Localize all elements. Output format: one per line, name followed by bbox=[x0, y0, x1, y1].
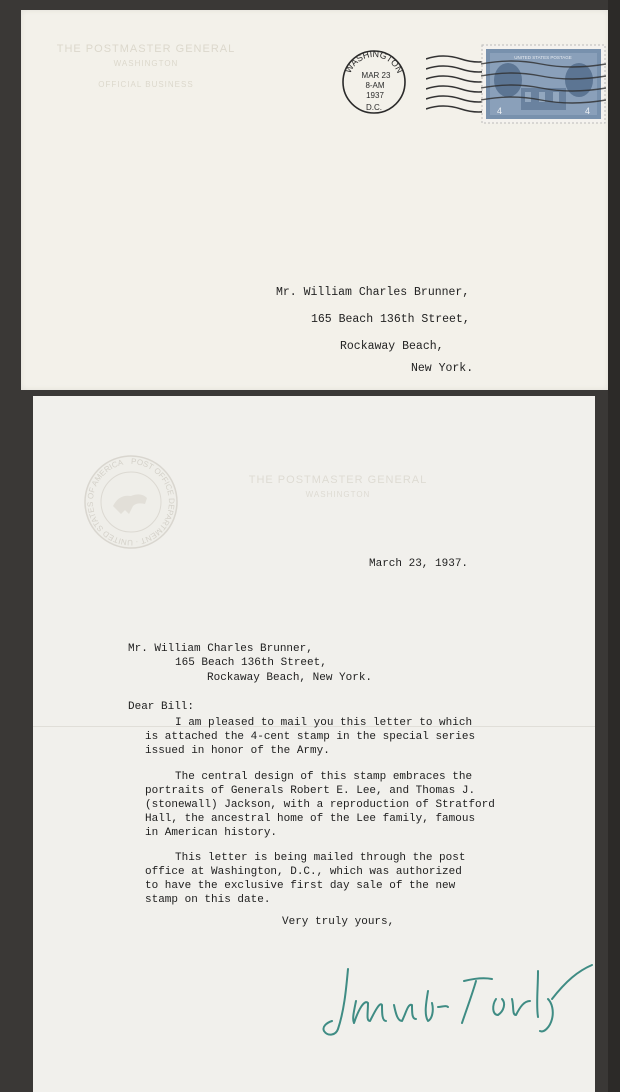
paragraph-line: I am pleased to mail you this letter to which bbox=[175, 717, 473, 729]
postmark-year: 1937 bbox=[366, 91, 384, 100]
handwritten-signature bbox=[316, 941, 596, 1041]
recipient-street: 165 Beach 136th Street, bbox=[175, 657, 327, 669]
envelope-corner-card bbox=[51, 43, 241, 89]
recipient-city: Rockaway Beach, New York. bbox=[207, 672, 373, 684]
letterhead bbox=[223, 474, 453, 499]
signature-name: James A. Farley bbox=[316, 941, 326, 942]
letter bbox=[33, 396, 595, 1092]
paragraph-line: office at Washington, D.C., which was authorized bbox=[145, 866, 462, 878]
stamp-portrait-left bbox=[494, 63, 522, 97]
paragraph-line: in American history. bbox=[145, 827, 278, 839]
paragraph-line: is attached the 4-cent stamp in the special series bbox=[145, 731, 476, 743]
postmark bbox=[339, 47, 409, 117]
letterhead-city: WASHINGTON bbox=[305, 490, 371, 499]
salutation: Dear Bill: bbox=[128, 701, 195, 713]
paragraph-line: (stonewall) Jackson, with a reproduction of Stratford bbox=[145, 799, 495, 811]
stamp-portrait-right bbox=[565, 63, 593, 97]
seal-ring-text: POST OFFICE DEPARTMENT · UNITED STATES OF AMERICA bbox=[85, 456, 177, 548]
embossed-seal bbox=[83, 454, 179, 550]
paragraph-line: portraits of Generals Robert E. Lee, and Thomas J. bbox=[145, 785, 476, 797]
recipient-name: Mr. William Charles Brunner, bbox=[128, 643, 313, 655]
paragraph-line: The central design of this stamp embraces the bbox=[175, 771, 473, 783]
envelope-address-city: Rockaway Beach, bbox=[340, 340, 444, 353]
army-stamp bbox=[481, 44, 606, 124]
letterhead-title: THE POSTMASTER GENERAL bbox=[248, 474, 428, 486]
envelope-address-street: 165 Beach 136th Street, bbox=[311, 313, 470, 326]
paragraph-line: stamp on this date. bbox=[145, 894, 271, 906]
envelope bbox=[21, 10, 608, 390]
stamp-value-left: 4 bbox=[497, 106, 503, 116]
postmark-city: WASHINGTON bbox=[342, 48, 406, 75]
paragraph-line: Hall, the ancestral home of the Lee family, famous bbox=[145, 813, 476, 825]
envelope-address-state: New York. bbox=[411, 362, 474, 375]
stamp-value-right: 4 bbox=[585, 106, 591, 116]
postmark-state: D.C. bbox=[366, 103, 382, 112]
paragraph-line: issued in honor of the Army. bbox=[145, 745, 330, 757]
stamp-caption: UNITED STATES POSTAGE bbox=[514, 55, 572, 60]
closing: Very truly yours, bbox=[282, 916, 395, 928]
letter-date: March 23, 1937. bbox=[369, 558, 469, 570]
envelope-header-city: WASHINGTON bbox=[113, 59, 179, 68]
paragraph-line: to have the exclusive first day sale of the new bbox=[145, 880, 456, 892]
envelope-address-name: Mr. William Charles Brunner, bbox=[276, 286, 470, 299]
background-edge bbox=[608, 0, 620, 1092]
envelope-header-note: OFFICIAL BUSINESS bbox=[98, 80, 194, 89]
postmark-date: MAR 23 bbox=[361, 71, 391, 80]
postmark-time: 8-AM bbox=[365, 81, 385, 90]
envelope-header-title: THE POSTMASTER GENERAL bbox=[56, 43, 236, 55]
paragraph-line: This letter is being mailed through the post bbox=[175, 852, 466, 864]
